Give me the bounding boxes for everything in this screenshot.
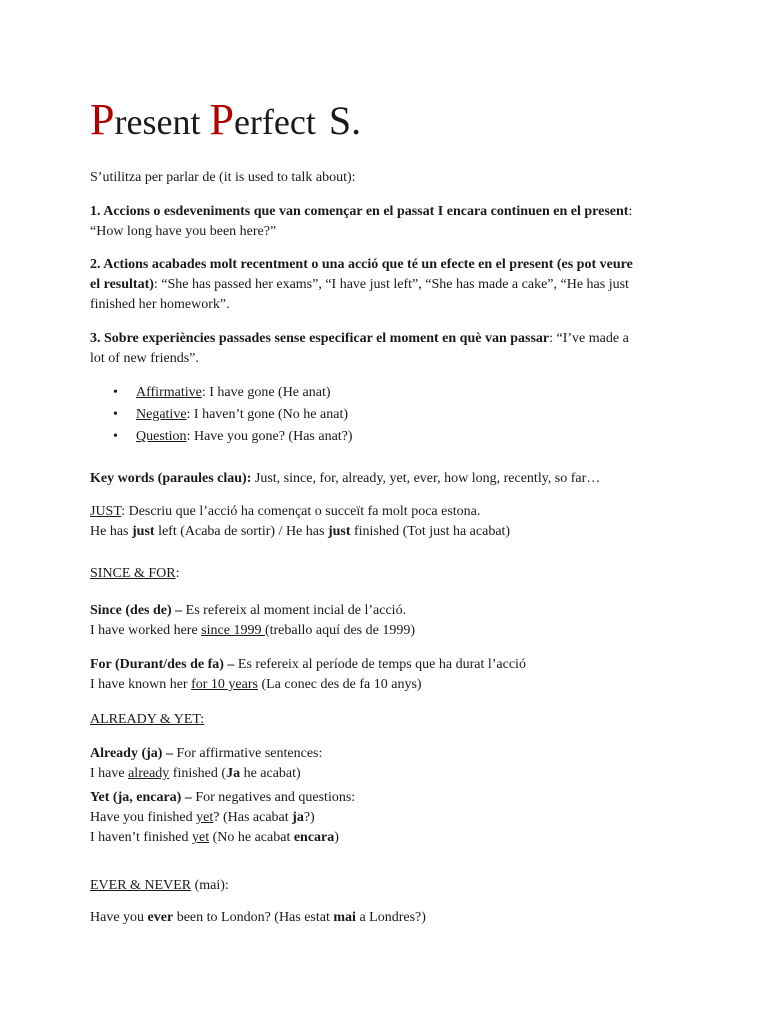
since-for-heading: SINCE & FOR: (90, 566, 180, 581)
already-yet-heading: ALREADY & YET: (90, 712, 205, 727)
page-title: Present Perfect S. (90, 95, 362, 144)
list-item: • Affirmative: I have gone (He anat) (90, 383, 353, 405)
point-2: 2. Actions acabades molt recentment o una acció que té un efecte en el present (es pot veure el resultat): “She has passed her exams”, “I have just left”, “She has made a cake”, “He has just finished her homework”. (90, 257, 633, 312)
title-initial-p: P (90, 95, 115, 144)
forms-list (90, 383, 353, 449)
title-initial-p2: P (209, 95, 234, 144)
for-section: For (Durant/des de fa) – Es refereix al període de temps que ha durat l’acció I have known her for 10 years (La conec des de fa 10 anys) (90, 657, 526, 692)
point-1: 1. Accions o esdeveniments que van començar en el passat I encara continuen en el present: “How long have you been here?” (90, 204, 633, 239)
list-item: • Question: Have you gone? (Has anat?) (90, 427, 353, 449)
point-3: 3. Sobre experiències passades sense especificar el moment en què van passar: “I’ve made a lot of new friends”. (90, 331, 629, 366)
yet-section: Yet (ja, encara) – For negatives and questions: Have you finished yet? (Has acabat ja?) I haven’t finished yet (No he acabat encara) (90, 790, 356, 845)
ever-never-heading: EVER & NEVER (mai): (90, 878, 229, 893)
just-section: JUST: Descriu que l’acció ha començat o succeït fa molt poca estona. He has just left (Acaba de sortir) / He has just finished (Tot just ha acabat) (90, 504, 511, 539)
bullet-icon: • (113, 429, 118, 444)
key-words: Key words (paraules clau): Just, since, for, already, yet, ever, how long, recently, so far… (90, 471, 601, 486)
already-section: Already (ja) – For affirmative sentences: I have already finished (Ja he acabat) (90, 746, 323, 781)
just-heading: JUST (90, 504, 122, 519)
list-item: • Negative: I haven’t gone (No he anat) (90, 405, 353, 427)
ever-example: Have you ever been to London? (Has estat mai a Londres?) (90, 910, 426, 925)
bullet-icon: • (113, 407, 118, 422)
intro-text: S’utilitza per parlar de (it is used to talk about): (90, 170, 356, 185)
since-section: Since (des de) – Es refereix al moment incial de l’acció. I have worked here since 1999 (treballo aquí des de 1999) (90, 603, 415, 638)
bullet-icon: • (113, 385, 118, 400)
